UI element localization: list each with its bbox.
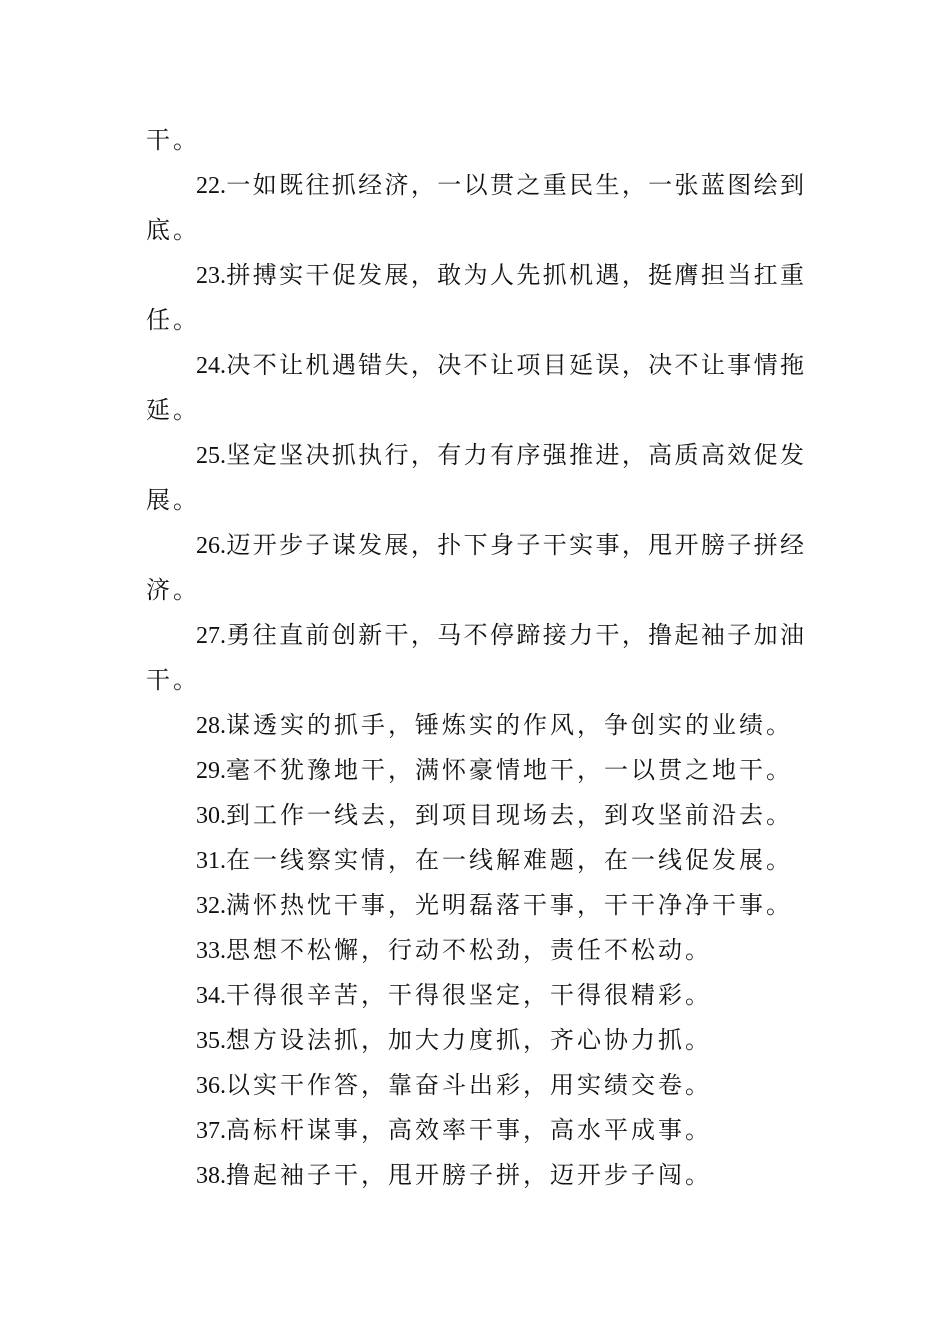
item-number: 25. (196, 443, 226, 469)
list-item-27: 27.勇往直前创新干，马不停蹄接力干，撸起袖子加油 (196, 621, 806, 649)
item-number: 32. (196, 893, 226, 919)
item-number: 37. (196, 1118, 226, 1144)
item-number: 33. (196, 938, 226, 964)
list-item-22: 22.一如既往抓经济，一以贯之重民生，一张蓝图绘到 (196, 171, 806, 199)
item-number: 23. (196, 263, 226, 289)
list-item-33: 33.思想不松懈，行动不松劲，责任不松动。 (196, 936, 712, 964)
list-item-34: 34.干得很辛苦，干得很坚定，干得很精彩。 (196, 981, 712, 1009)
list-item-35: 35.想方设法抓，加大力度抓，齐心协力抓。 (196, 1026, 712, 1054)
list-item-25: 25.坚定坚决抓执行，有力有序强推进，高质高效促发 (196, 441, 806, 469)
text-line-continuation: 济。 (146, 576, 200, 604)
list-item-28: 28.谋透实的抓手，锤炼实的作风，争创实的业绩。 (196, 711, 793, 739)
item-number: 29. (196, 758, 226, 784)
text-line-continuation: 干。 (146, 666, 200, 694)
text-line-continuation: 底。 (146, 216, 200, 244)
item-number: 38. (196, 1163, 226, 1189)
item-number: 22. (196, 173, 226, 199)
list-item-31: 31.在一线察实情，在一线解难题，在一线促发展。 (196, 846, 793, 874)
document-body (146, 118, 806, 1198)
list-item-29: 29.毫不犹豫地干，满怀豪情地干，一以贯之地干。 (196, 756, 793, 784)
item-number: 26. (196, 533, 226, 559)
list-item-24: 24.决不让机遇错失，决不让项目延误，决不让事情拖 (196, 351, 806, 379)
item-number: 34. (196, 983, 226, 1009)
item-number: 28. (196, 713, 226, 739)
list-item-37: 37.高标杆谋事，高效率干事，高水平成事。 (196, 1116, 712, 1144)
text-line-continuation: 延。 (146, 396, 200, 424)
item-number: 36. (196, 1073, 226, 1099)
item-number: 27. (196, 623, 226, 649)
list-item-38: 38.撸起袖子干，甩开膀子拼，迈开步子闯。 (196, 1161, 712, 1189)
item-number: 35. (196, 1028, 226, 1054)
item-number: 31. (196, 848, 226, 874)
item-number: 30. (196, 803, 226, 829)
text-line-continuation: 干。 (146, 126, 200, 154)
list-item-30: 30.到工作一线去，到项目现场去，到攻坚前沿去。 (196, 801, 793, 829)
text-line-continuation: 展。 (146, 486, 200, 514)
text-line-continuation: 任。 (146, 306, 200, 334)
list-item-26: 26.迈开步子谋发展，扑下身子干实事，甩开膀子拼经 (196, 531, 806, 559)
item-number: 24. (196, 353, 226, 379)
list-item-23: 23.拼搏实干促发展，敢为人先抓机遇，挺膺担当扛重 (196, 261, 806, 289)
list-item-32: 32.满怀热忱干事，光明磊落干事，干干净净干事。 (196, 891, 793, 919)
list-item-36: 36.以实干作答，靠奋斗出彩，用实绩交卷。 (196, 1071, 712, 1099)
